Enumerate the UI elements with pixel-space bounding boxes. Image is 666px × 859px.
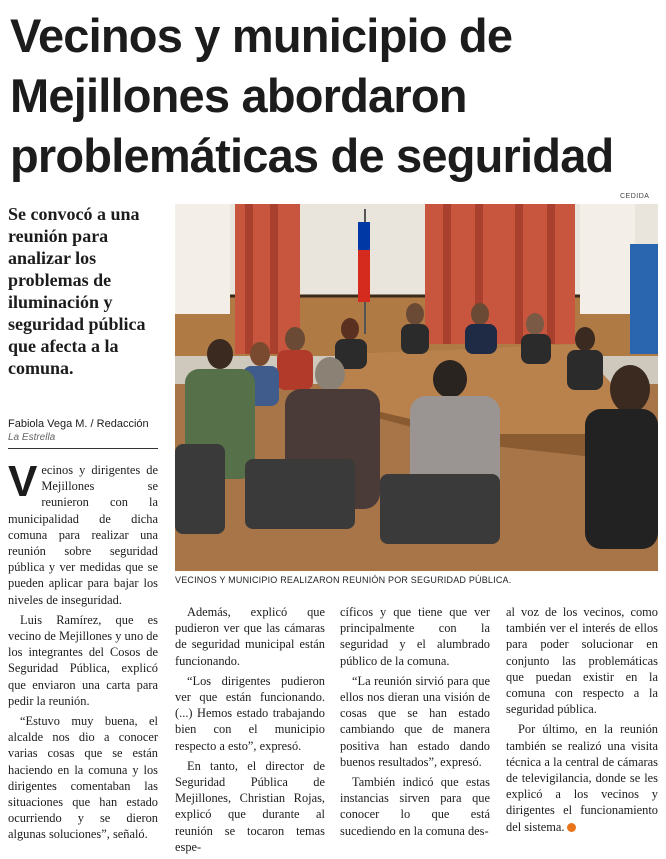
- paragraph-lead: [8, 457, 158, 608]
- byline-outlet: La Estrella: [8, 432, 56, 443]
- article-column-3: [340, 604, 490, 843]
- byline-author: Fabiola Vega M. / Redacción: [8, 418, 149, 430]
- photo-credit: CEDIDA: [620, 193, 650, 200]
- column-rule: [8, 448, 158, 449]
- paragraph-final-text: Por último, en la reunión también se realizó una visita técnica a la central de cámaras de televigilancia, donde se les explicó a los vecinos y dirigentes el funcionamiento del sistema.: [506, 722, 658, 834]
- end-mark-icon: [567, 823, 576, 832]
- meeting-photo: [175, 204, 658, 571]
- byline: [8, 417, 173, 445]
- article-column-2: [175, 604, 325, 859]
- paragraph: “La reunión sirvió para que ellos nos dieran una visión de cosas que se han estado cambiando que de manera positiva han estado dando buenos resultados”, expresó.: [340, 673, 490, 769]
- article-column-1: [8, 457, 158, 847]
- paragraph: cíficos y que tiene que ver principalmente con la seguridad y el alumbrado público de la comuna.: [340, 605, 490, 668]
- drop-cap: V: [8, 457, 38, 506]
- article-column-4: [506, 604, 658, 839]
- paragraph: Además, explicó que pudieron ver que las cámaras de seguridad municipal están funcionando.: [175, 605, 325, 668]
- paragraph: al voz de los vecinos, como también ver el interés de ellos para poder solucionar en conjunto las problemáticas que puedan existir en la comuna con respecto a la seguridad pública.: [506, 605, 658, 717]
- paragraph: Luis Ramírez, que es vecino de Mejillones y uno de los integrantes del Cosos de Seguridad Pública, explicó que enviaron una carta para pedir la reunión.: [8, 612, 158, 708]
- paragraph: “Estuvo muy buena, el alcalde nos dio a conocer varias cosas que se están haciendo en la comuna y los dirigentes comentaban las situaciones que han estado ocurriendo y se dieron algunas soluciones”, señaló.: [8, 714, 158, 842]
- meeting-photo-illustration: [175, 204, 658, 571]
- headline: Vecinos y municipio de Mejillones abordaron problemáticas de seguridad: [10, 9, 614, 182]
- paragraph-final: [506, 721, 658, 834]
- paragraph: En tanto, el director de Seguridad Pública de Mejillones, Christian Rojas, explicó que durante al reunión se tocaron temas espe-: [175, 758, 325, 854]
- paragraph: “Los dirigentes pudieron ver que están funcionando. (...) Hemos estado trabajando bien con el municipio respecto a esto”, expresó.: [175, 673, 325, 753]
- paragraph-lead-text: ecinos y dirigentes de Mejillones se reunieron con la municipalidad de dicha comuna para realizar una reunión sobre seguridad pública y ver medidas que se pueden aplicar para bajar los niveles de inseguridad.: [8, 463, 158, 607]
- paragraph: También indicó que estas instancias sirven para que conocer lo que está sucediendo en la comuna des-: [340, 775, 490, 838]
- photo-caption: VECINOS Y MUNICIPIO REALIZARON REUNIÓN POR SEGURIDAD PÚBLICA.: [175, 575, 512, 585]
- deck-subheadline: Se convocó a una reunión para analizar los problemas de iluminación y seguridad pública que afecta a la comuna.: [8, 204, 146, 378]
